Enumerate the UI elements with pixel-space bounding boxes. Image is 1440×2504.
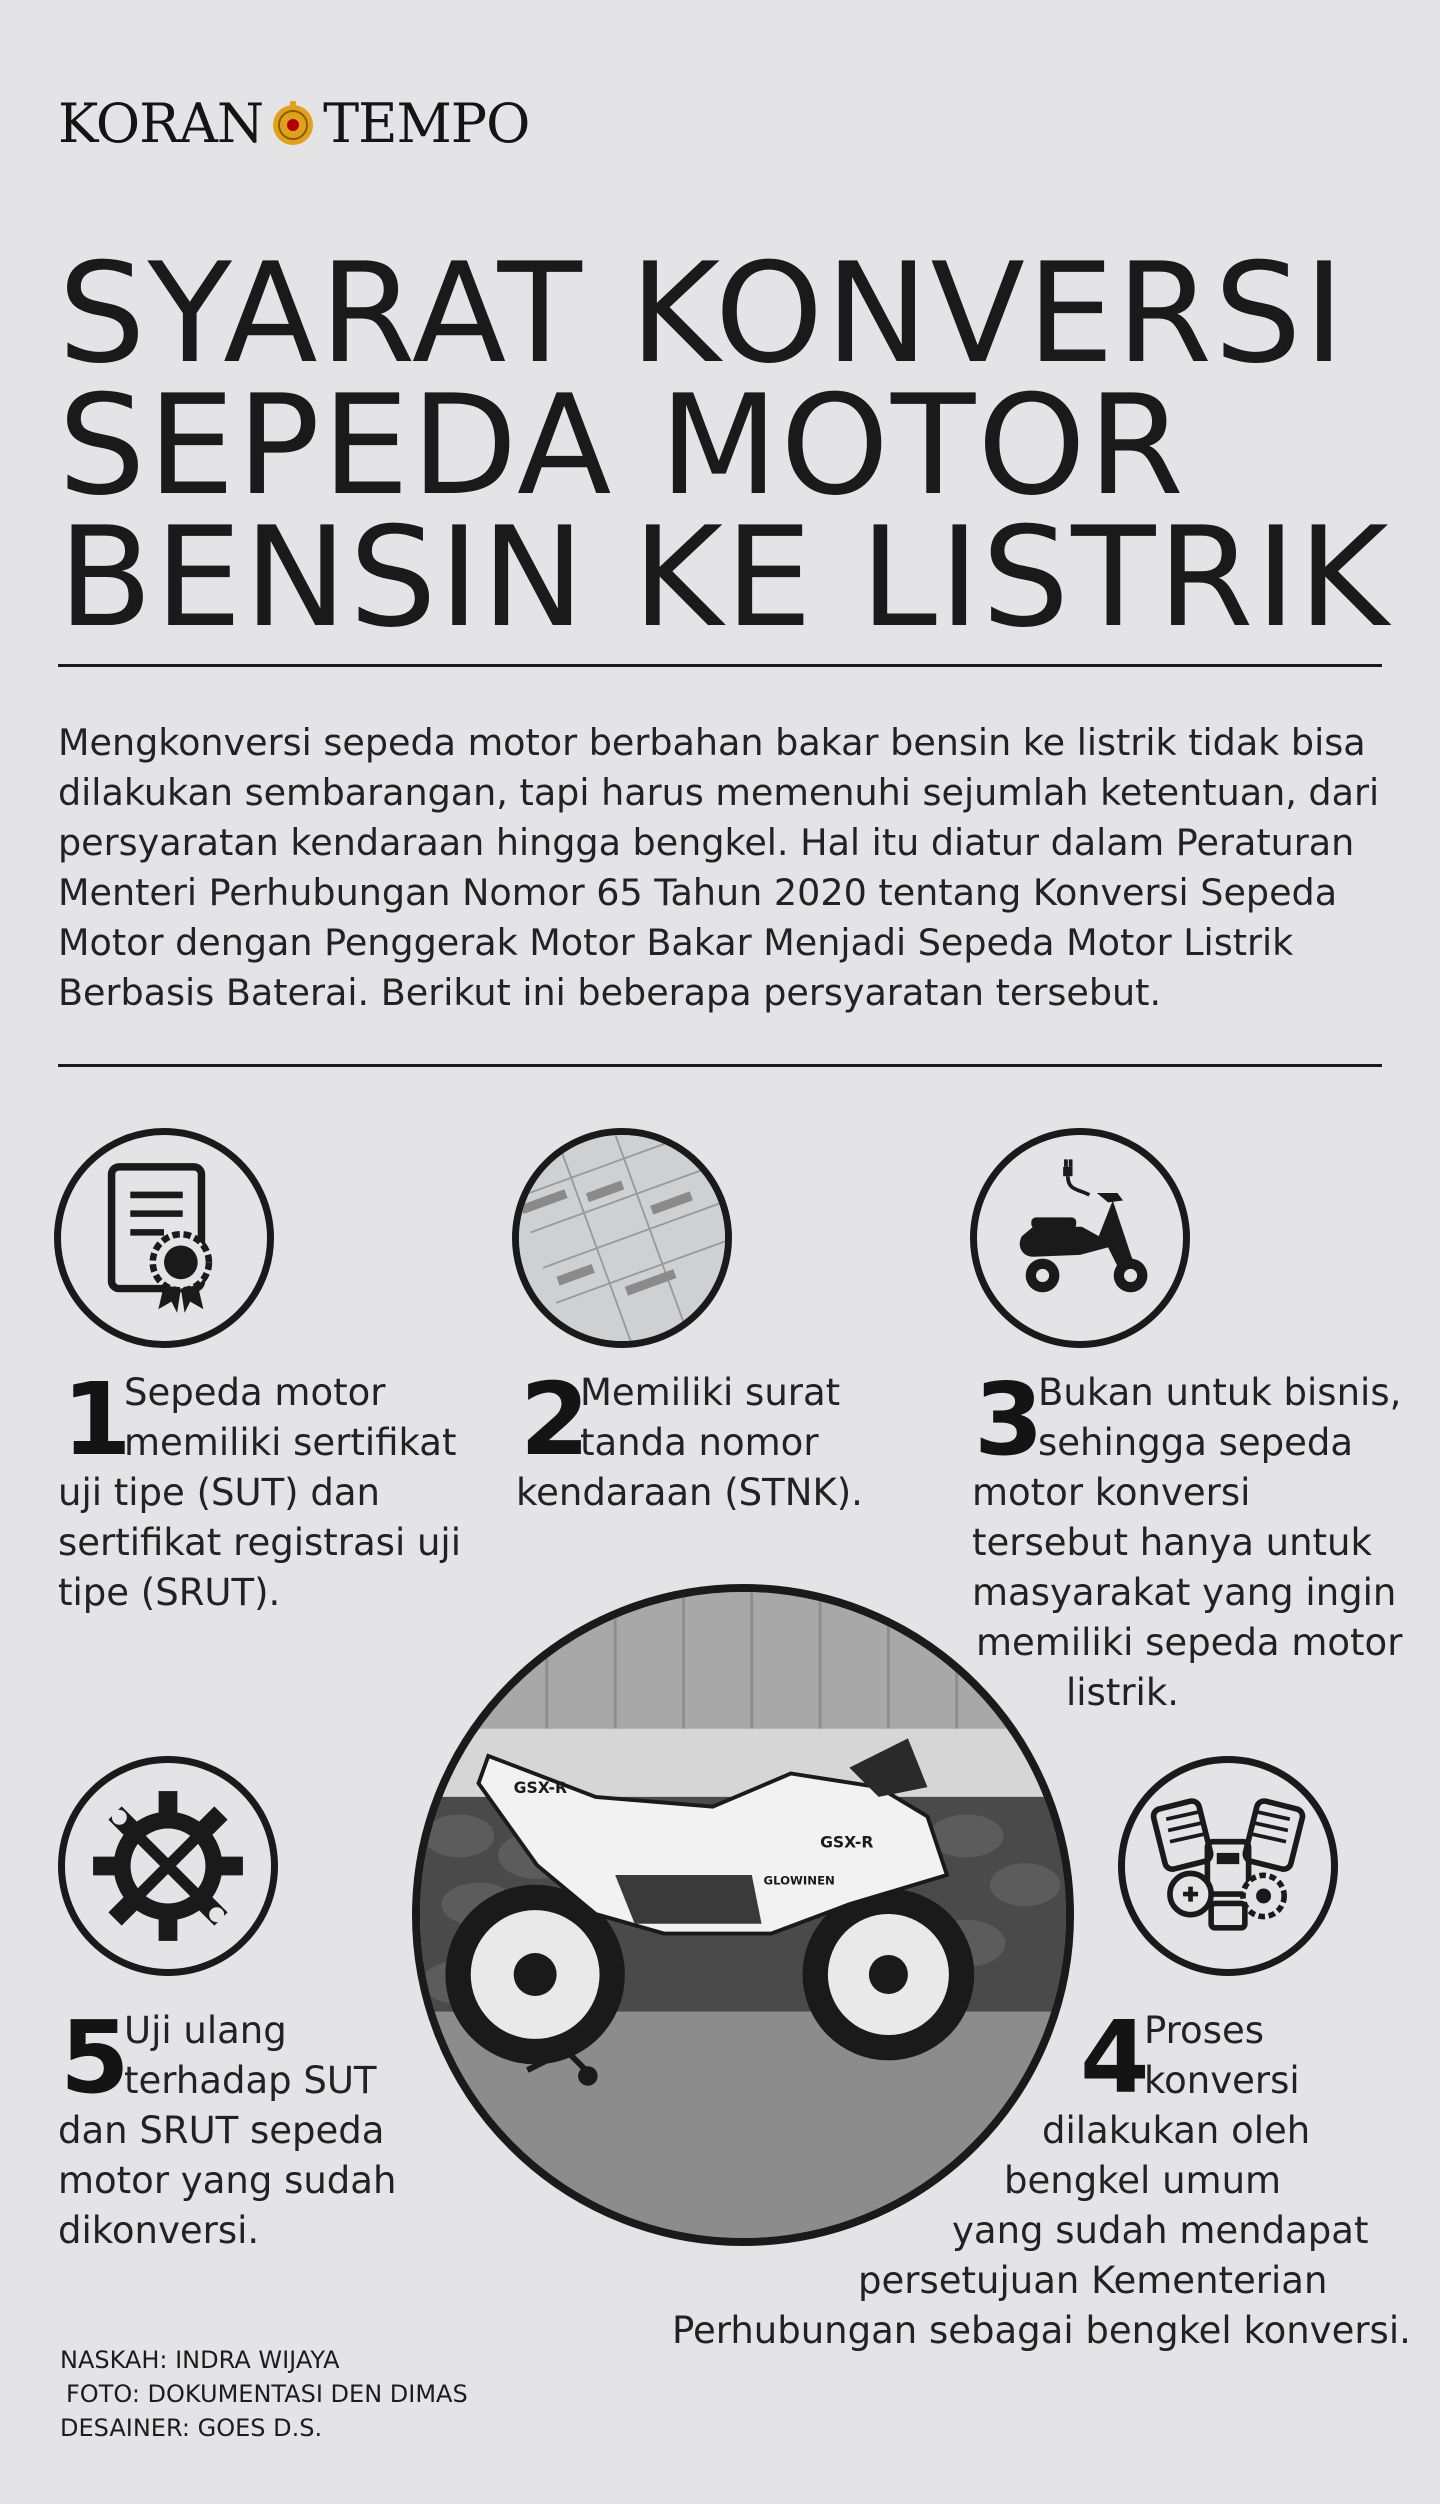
document-photo-icon: [512, 1128, 732, 1348]
requirement-line: persetujuan Kementerian: [858, 2259, 1328, 2302]
certificate-icon: [54, 1128, 274, 1348]
requirement-line: masyarakat yang ingin: [972, 1571, 1397, 1614]
electric-scooter-icon: [970, 1128, 1190, 1348]
logo-koran-text: KORAN: [58, 91, 264, 155]
credit-photo: FOTO: DOKUMENTASI DEN DIMAS: [66, 2380, 468, 2408]
requirement-number: 3: [974, 1361, 1044, 1478]
requirement-3: [972, 1361, 1403, 1718]
divider-top: [58, 664, 1382, 667]
intro-line: Mengkonversi sepeda motor berbahan bakar bensin ke listrik tidak bisa: [58, 721, 1366, 764]
requirement-line: listrik.: [1066, 1671, 1180, 1714]
intro-line: dilakukan sembarangan, tapi harus memenuhi sejumlah ketentuan, dari: [58, 771, 1380, 814]
requirement-number: 5: [60, 1999, 130, 2116]
requirement-line: memiliki sepeda motor: [976, 1621, 1403, 1664]
requirement-line: Perhubungan sebagai bengkel konversi.: [672, 2309, 1411, 2352]
intro-line: Berbasis Baterai. Berikut ini beberapa persyaratan tersebut.: [58, 971, 1162, 1014]
requirement-4: [660, 1999, 1411, 2356]
divider-middle: [58, 1064, 1382, 1067]
requirement-line: Bukan untuk bisnis,: [1038, 1371, 1402, 1414]
requirement-line: tersebut hanya untuk: [972, 1521, 1372, 1564]
requirement-line: konversi: [1144, 2059, 1300, 2102]
requirement-line: motor konversi: [972, 1471, 1251, 1514]
requirement-1: [58, 1361, 478, 1618]
bike-decal-text: GSX-R: [820, 1833, 874, 1852]
requirement-line: sertifikat registrasi uji: [58, 1521, 461, 1564]
requirement-line: dan SRUT sepeda: [58, 2109, 385, 2152]
requirement-line: Sepeda motor: [124, 1371, 386, 1414]
tempo-seal-icon: [269, 99, 317, 147]
logo-tempo-text: TEMPO: [323, 91, 530, 155]
requirement-5: [58, 1999, 478, 2256]
credit-writer: NASKAH: INDRA WIJAYA: [60, 2346, 340, 2374]
title-line-2: SEPEDA MOTOR: [58, 365, 1186, 526]
requirement-line: Uji ulang: [124, 2009, 287, 2052]
requirement-line: terhadap SUT: [124, 2059, 377, 2102]
intro-line: persyaratan kendaraan hingga bengkel. Hal itu diatur dalam Peraturan: [58, 821, 1355, 864]
gear-wrench-icon: [58, 1756, 278, 1976]
requirement-line: kendaraan (STNK).: [516, 1471, 863, 1514]
requirement-number: 2: [520, 1361, 590, 1478]
requirement-line: tanda nomor: [580, 1421, 819, 1464]
logo: [58, 88, 529, 158]
intro-paragraph: [58, 718, 1388, 1018]
credit-designer: DESAINER: GOES D.S.: [60, 2414, 323, 2442]
requirement-line: Proses: [1144, 2009, 1265, 2052]
requirement-line: uji tipe (SUT) dan: [58, 1471, 380, 1514]
requirement-number: 1: [62, 1361, 132, 1478]
requirement-line: yang sudah mendapat: [952, 2209, 1369, 2252]
requirement-line: sehingga sepeda: [1038, 1421, 1354, 1464]
requirement-line: dikonversi.: [58, 2209, 260, 2252]
requirement-line: dilakukan oleh: [1042, 2109, 1311, 2152]
requirement-line: memiliki sertifikat: [124, 1421, 457, 1464]
requirement-number: 4: [1080, 1999, 1150, 2116]
credits: [60, 2343, 468, 2445]
bike-decal-text: GSX-R: [513, 1779, 568, 1798]
requirement-line: bengkel umum: [1004, 2159, 1282, 2202]
title-line-3: BENSIN KE LISTRIK: [58, 497, 1391, 658]
requirement-2: [516, 1361, 896, 1518]
requirement-line: Memiliki surat: [580, 1371, 841, 1414]
bike-brand-text: GLOWINEN: [763, 1873, 835, 1888]
title-line-1: SYARAT KONVERSI: [58, 233, 1347, 394]
requirement-line: motor yang sudah: [58, 2159, 397, 2202]
intro-line: Menteri Perhubungan Nomor 65 Tahun 2020 tentang Konversi Sepeda: [58, 871, 1338, 914]
requirement-line: tipe (SRUT).: [58, 1571, 281, 1614]
page-title: [58, 233, 1391, 658]
intro-line: Motor dengan Penggerak Motor Bakar Menjadi Sepeda Motor Listrik: [58, 921, 1294, 964]
engine-tools-icon: [1118, 1756, 1338, 1976]
